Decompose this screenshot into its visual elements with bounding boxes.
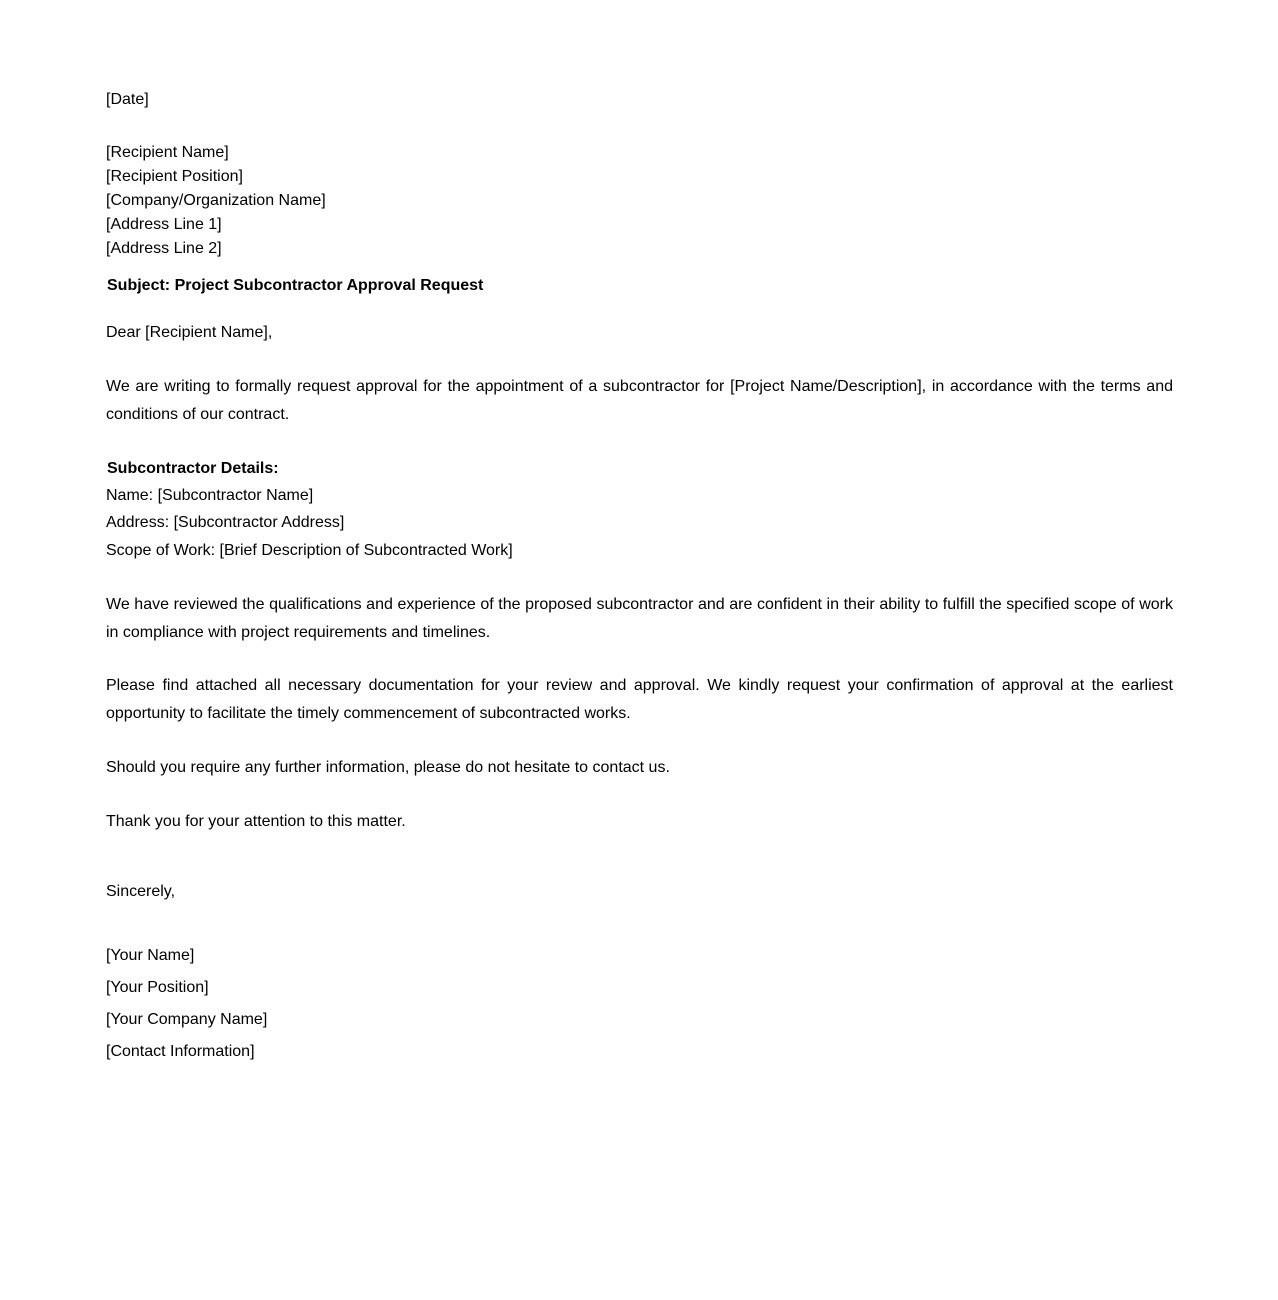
subcontractor-scope: Scope of Work: [Brief Description of Subcontracted Work] [106, 542, 513, 559]
recipient-company: [Company/Organization Name] [106, 192, 326, 209]
recipient-name: [Recipient Name] [106, 144, 229, 161]
subject-line: Subject: Project Subcontractor Approval Request [107, 277, 484, 294]
signature-name: [Your Name] [106, 947, 195, 964]
attachment-paragraph: Please find attached all necessary documentation for your review and approval. We kindly request your confirmation of approval at the earliest opportunity to facilitate the timely commencement of subcontracted works. [106, 677, 1173, 722]
date: [Date] [106, 91, 149, 108]
signature-contact: [Contact Information] [106, 1043, 255, 1060]
subcontractor-details-heading: Subcontractor Details: [107, 460, 279, 477]
recipient-address-line-1: [Address Line 1] [106, 216, 222, 233]
recipient-position: [Recipient Position] [106, 168, 243, 185]
contact-paragraph: Should you require any further information, please do not hesitate to contact us. [106, 759, 670, 776]
signature-company: [Your Company Name] [106, 1011, 268, 1028]
review-paragraph: We have reviewed the qualifications and experience of the proposed subcontractor and are confident in their ability to fulfill the specified scope of work in compliance with project requirements and timelines. [106, 596, 1173, 641]
intro-paragraph: We are writing to formally request approval for the appointment of a subcontractor for [Project Name/Description], in accordance with the terms and conditions of our contract. [106, 378, 1173, 423]
thanks-paragraph: Thank you for your attention to this matter. [106, 813, 406, 830]
salutation: Dear [Recipient Name], [106, 324, 273, 341]
subcontractor-name: Name: [Subcontractor Name] [106, 487, 314, 504]
subcontractor-address: Address: [Subcontractor Address] [106, 514, 345, 531]
recipient-address-line-2: [Address Line 2] [106, 240, 222, 257]
closing: Sincerely, [106, 883, 176, 900]
signature-position: [Your Position] [106, 979, 209, 996]
